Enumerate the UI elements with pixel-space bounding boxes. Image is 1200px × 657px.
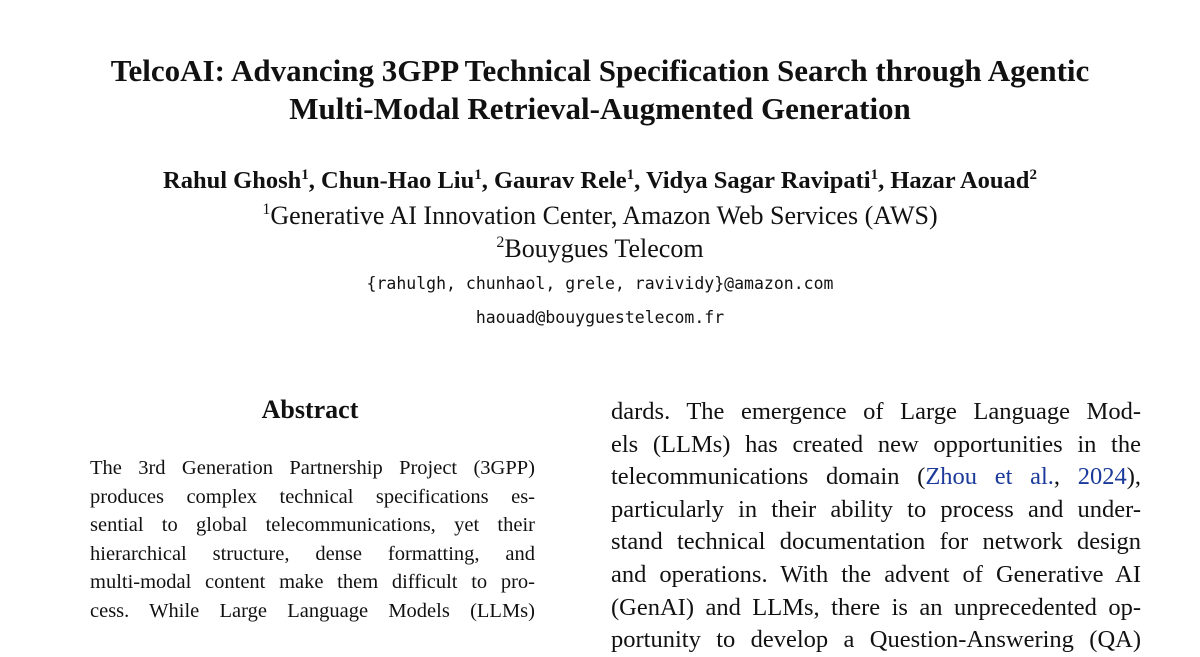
author-name: Hazar Aouad bbox=[890, 167, 1030, 194]
author-affiliation-marker: 1 bbox=[626, 167, 635, 183]
author-list bbox=[0, 166, 1200, 196]
abstract-line: produces complex technical specifications es- bbox=[90, 485, 535, 508]
citation-separator: , bbox=[1053, 463, 1078, 491]
email-bouygues: haouad@bouyguestelecom.fr bbox=[475, 308, 725, 327]
affiliation-1 bbox=[0, 200, 1200, 232]
author-name: Gaurav Rele bbox=[493, 167, 627, 194]
author-affiliation-marker: 1 bbox=[301, 167, 309, 183]
author-separator: , bbox=[634, 167, 646, 194]
intro-line: stand technical documentation for network design bbox=[611, 528, 1141, 556]
abstract-line: The 3rd Generation Partnership Project (3GPP) bbox=[90, 457, 535, 479]
intro-line: els (LLMs) has created new opportunities in the bbox=[611, 430, 1141, 458]
author-affiliation-marker: 1 bbox=[870, 167, 879, 183]
affiliation-number: 2 bbox=[496, 234, 505, 251]
paper-title-line-1: TelcoAI: Advancing 3GPP Technical Specification Search through Agentic bbox=[110, 53, 1090, 88]
paper-title-line-2: Multi-Modal Retrieval-Augmented Generation bbox=[289, 91, 911, 126]
intro-line: (GenAI) and LLMs, there is an unprecedented op- bbox=[611, 593, 1141, 621]
intro-line: particularly in their ability to process and under- bbox=[611, 495, 1141, 523]
intro-text: ), bbox=[1126, 463, 1142, 491]
intro-line-with-citation bbox=[611, 461, 1141, 494]
affiliation-2 bbox=[0, 233, 1200, 265]
author-separator: , bbox=[481, 167, 494, 194]
abstract-body bbox=[90, 454, 535, 626]
abstract-line: sential to global telecommunications, yet their bbox=[90, 514, 535, 537]
affiliation-number: 1 bbox=[262, 201, 271, 218]
abstract-line: hierarchical structure, dense formatting, and bbox=[90, 542, 535, 565]
author-name: Chun-Hao Liu bbox=[321, 167, 475, 194]
author-affiliation-marker: 1 bbox=[474, 167, 482, 183]
affiliation-text: Generative AI Innovation Center, Amazon Web Services (AWS) bbox=[270, 201, 938, 230]
abstract-heading: Abstract bbox=[261, 395, 359, 424]
author-separator: , bbox=[308, 167, 322, 194]
intro-line: and operations. With the advent of Generative AI bbox=[611, 560, 1141, 588]
email-amazon: {rahulgh, chunhaol, grele, ravividy}@amazon.com bbox=[366, 274, 834, 293]
author-separator: , bbox=[878, 167, 891, 194]
author-name: Rahul Ghosh bbox=[163, 167, 302, 194]
introduction-body bbox=[611, 396, 1141, 657]
affiliation-text: Bouygues Telecom bbox=[504, 234, 704, 263]
abstract-line: cess. While Large Language Models (LLMs) bbox=[90, 599, 535, 622]
author-affiliation-marker: 2 bbox=[1029, 167, 1037, 183]
intro-line: dards. The emergence of Large Language Mod- bbox=[611, 398, 1141, 425]
citation-author-link[interactable]: Zhou et al. bbox=[925, 463, 1054, 491]
paper-title bbox=[0, 52, 1200, 128]
author-name: Vidya Sagar Ravipati bbox=[645, 167, 871, 194]
intro-line: portunity to develop a Question-Answering (QA) bbox=[611, 626, 1141, 654]
citation-year-link[interactable]: 2024 bbox=[1077, 463, 1127, 491]
abstract-line: multi-modal content make them difficult to pro- bbox=[90, 571, 535, 594]
intro-text: telecommunications domain ( bbox=[611, 463, 926, 491]
